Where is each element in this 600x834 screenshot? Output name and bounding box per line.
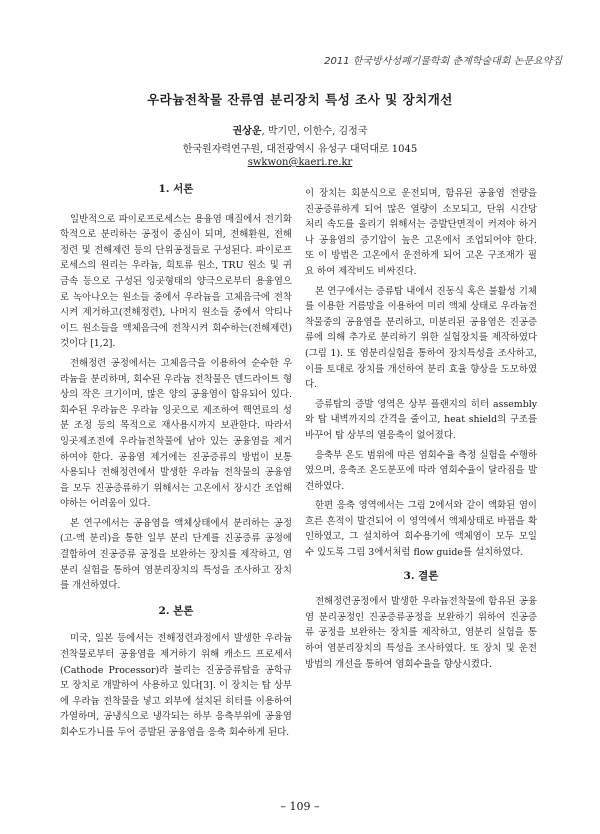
body-paragraph-1: 미국, 일본 등에서는 전해정련과정에서 발생한 우라늄 전착물로부터 공융염을 제거하기 위해 캐소드 프로세서(Cathode Processor)라 불리는 진공증류탑을 공학규모 장치로 개발하여 사용하고 있다[3]. 이 장치는 탑 상부에 우라늄 전착물을 넣고 외부에 설치된 히터를 이용하여 가열하며, 공냉식으로 냉각되는 하부 응축부위에 공융염 회수도가니를 두어 증발된 공융염을 응축 회수하게 된다. <box>60 633 292 738</box>
intro-paragraph-3: 본 연구에서는 공융염을 액체상태에서 분리하는 공정(고-액 분리)을 통한 일부 분리 단계를 진공증류 공정에 결합하여 진공증류 공정을 보완하는 장치를 제작하고, 염분리 실험을 통하여 염분리장치의 특성을 조사하고 장치를 개선하였다. <box>60 517 292 592</box>
first-author: 권상운 <box>232 126 262 137</box>
section-heading-introduction: 1. 서론 <box>158 183 194 195</box>
affiliation: 한국원자력연구원, 대전광역시 유성구 대덕대로 1045 <box>182 144 418 155</box>
section-heading-body: 2. 본론 <box>158 604 194 617</box>
paper-title: 우라늄전착물 잔류염 분리장치 특성 조사 및 장치개선 <box>147 92 453 107</box>
body-paragraph-3: 본 연구에서는 증류탑 내에서 진동식 혹은 불활성 기체를 이용한 거름망을 이용하여 미리 액체 상태로 우라늄전착물중의 공융염을 분리하고, 미분리된 공융염은 진공증류에 의해 추가로 분리하기 위한 실험장치를 제작하였다(그림 1). 또 염분리실험을 통하여 장치특성을 조사하고, 이를 토대로 장치를 개선하여 분리 효율 향상을 도모하였다. <box>305 285 537 391</box>
left-column <box>60 180 292 745</box>
page-number: – 109 – <box>280 800 320 813</box>
co-authors: , 박기민, 이한수, 김정국 <box>261 126 368 137</box>
right-column <box>305 186 537 676</box>
section-heading-conclusion: 3. 결론 <box>403 569 439 582</box>
body-paragraph-4: 증류탑의 증발 영역은 상부 플랜지의 히터 assembly와 탑 내벽까지의 간격을 줄이고, heat shield의 구조를 바꾸어 탑 상부의 열응축이 없어졌다. <box>305 398 537 441</box>
body-paragraph-5: 응축부 온도 범위에 따른 염회수율 측정 실험을 수행하였으며, 응축조 온도분포에 따라 염회수율이 달라짐을 발견하였다. <box>305 449 537 492</box>
intro-paragraph-1: 일반적으로 파이로프로세스는 용융염 매질에서 전기화학적으로 분리하는 공정이 중심이 되며, 전해환원, 전해정련 및 전해제련 등의 단위공정들로 구성된다. 파이로프로세스의 원리는 우라늄, 희토류 원소, TRU 원소 및 귀금속 등으로 구성된 잉곳형태의 양극으로부터 용융염으로 녹아나오는 원소들 중에서 우라늄을 고체음극에 전착시켜 제거하고(전해정련), 나머지 원소들 중에서 악티나이드 원소들을 액체음극에 전착시켜 회수하는(전해제련) 것이다 [1,2]. <box>60 213 292 350</box>
intro-paragraph-2: 전해정련 공정에서는 고체음극을 이용하여 순수한 우라늄을 분리하며, 회수된 우라늄 전착물은 덴드라이트 형상의 작은 크기이며, 많은 양의 공융염이 함유되어 있다. 회수된 우라늄은 우라늄 잉곳으로 제조하여 핵연료의 성분 조정 등의 목적으로 재사용시까지 보관한다. 따라서 잉곳제조전에 우라늄전착물에 남아 있는 공융염을 제거하여야 한다. 공융염 제거에는 진공증류의 방법이 보통 사용되나 전해정련에서 발생한 우라늄 전착물의 공융염을 모두 진공증류하기 위해서는 고온에서 장시간 조업해야하는 어려움이 있다. <box>60 357 292 510</box>
author-list <box>0 122 600 137</box>
author-email: swkwon@kaeri.re.kr <box>247 157 353 168</box>
body-paragraph-6: 한편 응축 영역에서는 그림 2에서와 같이 액화된 염이 흐른 흔적이 발견되어 이 영역에서 액체상태로 바뀜을 확인하였고, 그 설치하여 회수용기에 액체염이 모두 모일 수 있도록 그림 3에서처럼 flow guide를 설치하였다. <box>305 500 537 559</box>
body-paragraph-2: 이 장치는 회분식으로 운전되며, 함유된 공융염 전량을 진공증류하게 되어 많은 열량이 소모되고, 단위 시간당 처리 속도를 올리기 위해서는 증발단면적이 커져야 하거나 공융염의 증기압이 높은 고온에서 조업되어야 한다. 또 이 방법은 고온에서 운전하게 되어 고온 구조재가 필요 하여 제작비도 비싸진다. <box>305 188 537 277</box>
conclusion-paragraph: 전해정련공정에서 발생한 우라늄전착물에 함유된 공융염 분리공정인 진공증류공정을 보완하기 위하여 진공증류 공정을 보완하는 장치를 제작하고, 염분리 실험을 통하여 염분리장치의 특성을 조사하였다. 또 장치 및 운전방법의 개선을 통하여 염회수율을 향상시켰다. <box>305 596 537 670</box>
running-header: 2011 한국방사성폐기물학회 춘계학술대회 논문요약집 <box>324 56 562 67</box>
